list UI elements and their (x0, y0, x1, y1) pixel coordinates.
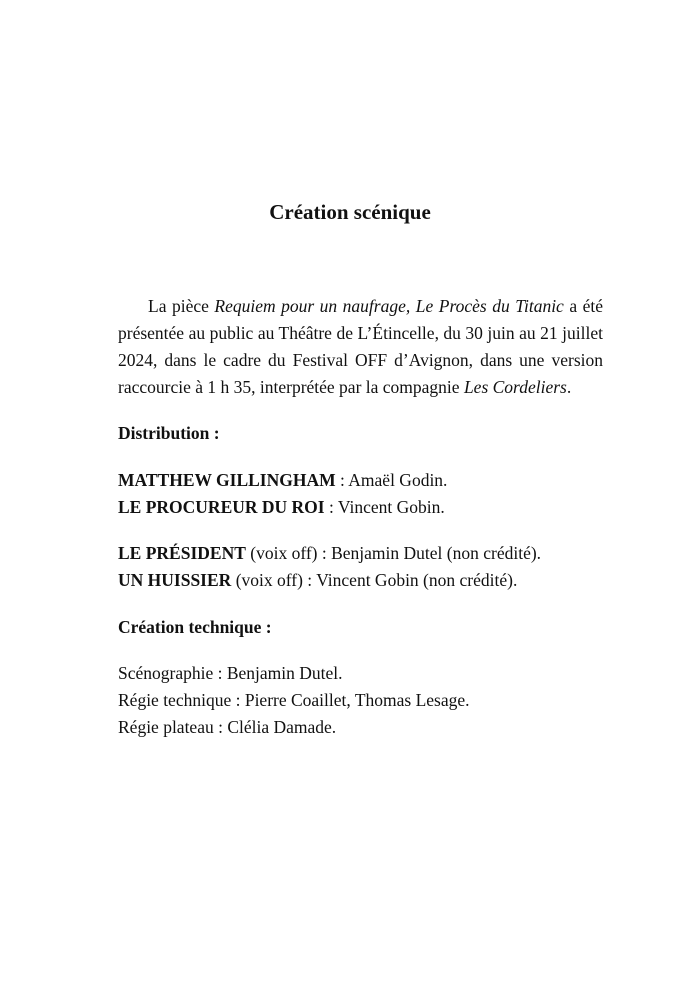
technique-heading: Création technique : (118, 617, 272, 637)
cast-role: LE PROCUREUR DU ROI (118, 497, 325, 517)
page-title: Création scénique (269, 200, 431, 224)
intro-paragraph (118, 293, 603, 401)
cast-actor: (voix off) : Vincent Gobin (non crédité). (231, 570, 518, 590)
cast-group-main (118, 467, 447, 521)
cast-line (118, 567, 541, 594)
cast-line (118, 540, 541, 567)
play-title: Requiem pour un naufrage, Le Procès du Titanic (214, 296, 564, 316)
technique-item: Régie technique : Pierre Coaillet, Thomas Lesage. (118, 690, 470, 710)
technique-list (118, 660, 470, 741)
cast-actor: : Vincent Gobin. (324, 497, 445, 517)
intro-text-start: La pièce (148, 296, 215, 316)
cast-line (118, 494, 447, 521)
distribution-heading: Distribution : (118, 423, 220, 443)
cast-line (118, 467, 447, 494)
cast-group-offstage (118, 540, 541, 594)
cast-role: LE PRÉSIDENT (118, 543, 246, 563)
technique-item: Régie plateau : Clélia Damade. (118, 717, 337, 737)
cast-actor: (voix off) : Benjamin Dutel (non crédité). (245, 543, 542, 563)
cast-actor: : Amaël Godin. (335, 470, 448, 490)
cast-role: UN HUISSIER (118, 570, 232, 590)
company-name: Les Cordeliers (463, 377, 567, 397)
technique-item: Scénographie : Benjamin Dutel. (118, 663, 343, 683)
intro-text-end: . (566, 377, 572, 397)
cast-role: MATTHEW GILLINGHAM (118, 470, 336, 490)
intro-text-middle: a été présentée au public au Théâtre de L’Étincelle, du 30 juin au 21 juillet 2024, dans le cadre du Festival OFF d’Avignon, dans une version raccourcie à 1 h 35, interprétée par la compagnie (118, 296, 603, 397)
